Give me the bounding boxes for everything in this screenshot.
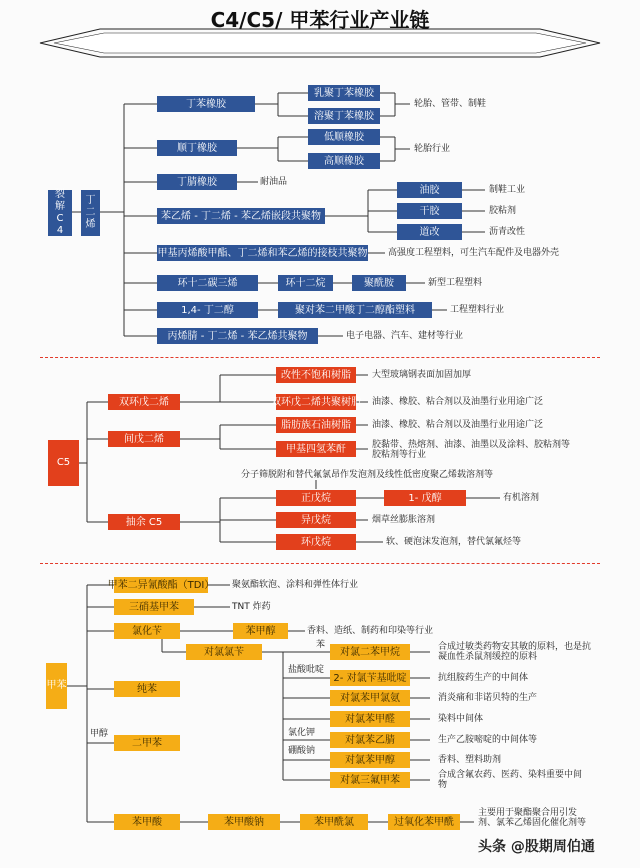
node-br: 顺丁橡胶 <box>157 140 237 156</box>
node-sbs: 苯乙烯 - 丁二烯 - 苯乙烯嵌段共聚物 <box>157 208 325 224</box>
note-pentane: 分子筛脱附和替代氟氯昂作发泡剂及线性低密度聚乙烯载溶剂等 <box>241 470 494 480</box>
node-benzoic-acid: 苯甲酸 <box>114 814 180 830</box>
use-dry-gum: 胶粘剂 <box>489 206 517 216</box>
use-modified-resin: 大型玻璃钢表面加固加厚 <box>372 370 472 380</box>
node-p-chlorobenzyl-chloride: 对氯氯苄 <box>186 644 262 660</box>
watermark: 头条 @股期周伯通 <box>478 839 595 855</box>
use-abs: 电子电器、汽车、建材等行业 <box>346 331 464 341</box>
node-high-cis: 高顺橡胶 <box>308 153 380 169</box>
reagent-methanol: 甲醇 <box>90 729 109 739</box>
use-polyamide: 新型工程塑料 <box>428 278 483 288</box>
node-1-pentanol: 1- 戊醇 <box>384 490 466 506</box>
use-br: 轮胎行业 <box>414 144 451 154</box>
node-benzyl-chloride: 氯化苄 <box>114 623 180 639</box>
reagent-pyridine-hcl: 盐酸吡啶 <box>288 665 325 675</box>
use-mbs: 高强度工程塑料，可生汽车配件及电器外壳 <box>388 248 560 258</box>
node-abs: 丙烯腈 - 丁二烯 - 苯乙烯共聚物 <box>157 328 318 344</box>
node-dcpd: 双环戊二烯 <box>108 394 180 410</box>
node-benzoyl-chloride: 苯甲酰氯 <box>300 814 368 830</box>
use-pbt: 工程塑料行业 <box>450 305 505 315</box>
reagent-benzene: 苯 <box>316 640 326 650</box>
use-mthpa: 胶黏带、热熔剂、油漆、油墨以及涂料、胶粘剂等胶粘剂等行业 <box>372 440 571 460</box>
node-cdt: 环十二碳三烯 <box>157 275 258 291</box>
use-p3: 消炎痛和非诺贝特的生产 <box>438 693 538 703</box>
reagent-kcl: 氯化钾 <box>288 728 316 738</box>
node-benzyl-alcohol: 苯甲醇 <box>233 623 288 639</box>
node-p1: 对氯二苯甲烷 <box>330 644 410 660</box>
node-isopentane: 异戊烷 <box>276 512 356 528</box>
node-cracked-c4: 裂解C4 <box>48 190 72 236</box>
node-piperylene: 间戊二烯 <box>108 431 180 447</box>
node-butadiene: 丁二烯 <box>81 190 100 236</box>
node-xylene: 二甲苯 <box>114 735 180 751</box>
use-isopentane: 烟草丝膨胀溶剂 <box>372 515 436 525</box>
node-nbr: 丁腈橡胶 <box>157 174 237 190</box>
node-sbr: 丁苯橡胶 <box>157 96 255 112</box>
section-divider <box>40 563 600 564</box>
node-mthpa: 甲基四氢苯酐 <box>276 441 356 457</box>
use-aliphatic-resin: 油漆、橡胶、粘合剂以及油墨行业用途广泛 <box>372 420 544 430</box>
use-p5: 生产乙胺嘧啶的中间体等 <box>438 735 538 745</box>
use-road-mod: 沥青改性 <box>489 227 526 237</box>
node-benzoyl-peroxide: 过氧化苯甲酰 <box>388 814 460 830</box>
node-oil-gum: 油胶 <box>397 182 462 198</box>
use-tdi: 聚氨酯软泡、涂料和弹性体行业 <box>232 580 359 590</box>
node-polyamide: 聚酰胺 <box>352 275 406 291</box>
use-p7: 合成含氟农药、医药、染料重要中间物 <box>438 770 583 790</box>
node-sodium-benzoate: 苯甲酸钠 <box>208 814 280 830</box>
node-tdi: 甲苯二异氰酸酯（TDI） <box>114 577 208 593</box>
node-n-pentane: 正戊烷 <box>276 490 356 506</box>
node-ssbr: 溶聚丁苯橡胶 <box>308 108 380 124</box>
node-benzene: 纯苯 <box>114 681 180 697</box>
node-aliphatic-resin: 脂肪族石油树脂 <box>276 417 356 433</box>
node-dry-gum: 干胶 <box>397 203 462 219</box>
use-sbr: 轮胎、管带、制鞋 <box>414 99 487 109</box>
node-esbr: 乳聚丁苯橡胶 <box>308 85 380 101</box>
node-cyclododecane: 环十二烷 <box>278 275 333 291</box>
node-p7: 对氯三氟甲苯 <box>330 772 410 788</box>
node-p2: 2- 对氯苄基吡啶 <box>330 670 410 686</box>
use-oil-gum: 制鞋工业 <box>489 185 526 195</box>
use-nbr: 耐油品 <box>260 177 288 187</box>
use-1-pentanol: 有机溶剂 <box>503 493 540 503</box>
node-p3: 对氯苯甲氯氨 <box>330 690 410 706</box>
node-p4: 对氯苯甲醛 <box>330 711 410 727</box>
node-pbt: 聚对苯二甲酸丁二醇酯塑料 <box>278 302 432 318</box>
node-tnt: 三硝基甲苯 <box>114 599 194 615</box>
node-p5: 对氯苯乙腈 <box>330 732 410 748</box>
use-benzoyl-peroxide: 主要用于聚酯聚合用引发剂、氯苯乙烯固化催化剂等 <box>478 808 587 828</box>
node-cyclopentane: 环戊烷 <box>276 534 356 550</box>
use-p4: 染料中间体 <box>438 714 484 724</box>
node-toluene: 甲苯 <box>46 663 67 709</box>
node-mbs: 甲基丙烯酸甲酯、丁二烯和苯乙烯的接枝共聚物 <box>157 245 368 261</box>
use-tnt: TNT 炸药 <box>232 602 271 612</box>
use-benzyl-alcohol: 香料、造纸、制药和印染等行业 <box>307 626 434 636</box>
reagent-sodium-borate: 硼酸钠 <box>288 746 316 756</box>
node-raffinate-c5: 抽余 C5 <box>108 514 180 530</box>
node-c5: C5 <box>48 440 79 486</box>
section-divider <box>40 357 600 358</box>
node-p6: 对氯苯甲醇 <box>330 752 410 768</box>
node-modified-resin: 改性不饱和树脂 <box>276 367 356 383</box>
node-dcpd-resin: 双环戊二烯共聚树脂 <box>276 394 356 410</box>
use-p1: 合成过敏类药物安其敏的原料，也是抗凝血性杀鼠剂缓控的原料 <box>438 642 592 662</box>
node-low-cis: 低顺橡胶 <box>308 129 380 145</box>
node-road-mod: 道改 <box>397 224 462 240</box>
use-dcpd-resin: 油漆、橡胶、粘合剂以及油墨行业用途广泛 <box>372 397 544 407</box>
page-title: C4/C5/ 甲苯行业产业链 <box>210 8 430 32</box>
use-p2: 抗组胺药生产的中间体 <box>438 673 529 683</box>
node-bdo: 1,4- 丁二醇 <box>157 302 258 318</box>
use-p6: 香料、塑料助剂 <box>438 755 502 765</box>
use-cyclopentane: 软、硬泡沫发泡剂，替代氯氟烃等 <box>386 537 522 547</box>
